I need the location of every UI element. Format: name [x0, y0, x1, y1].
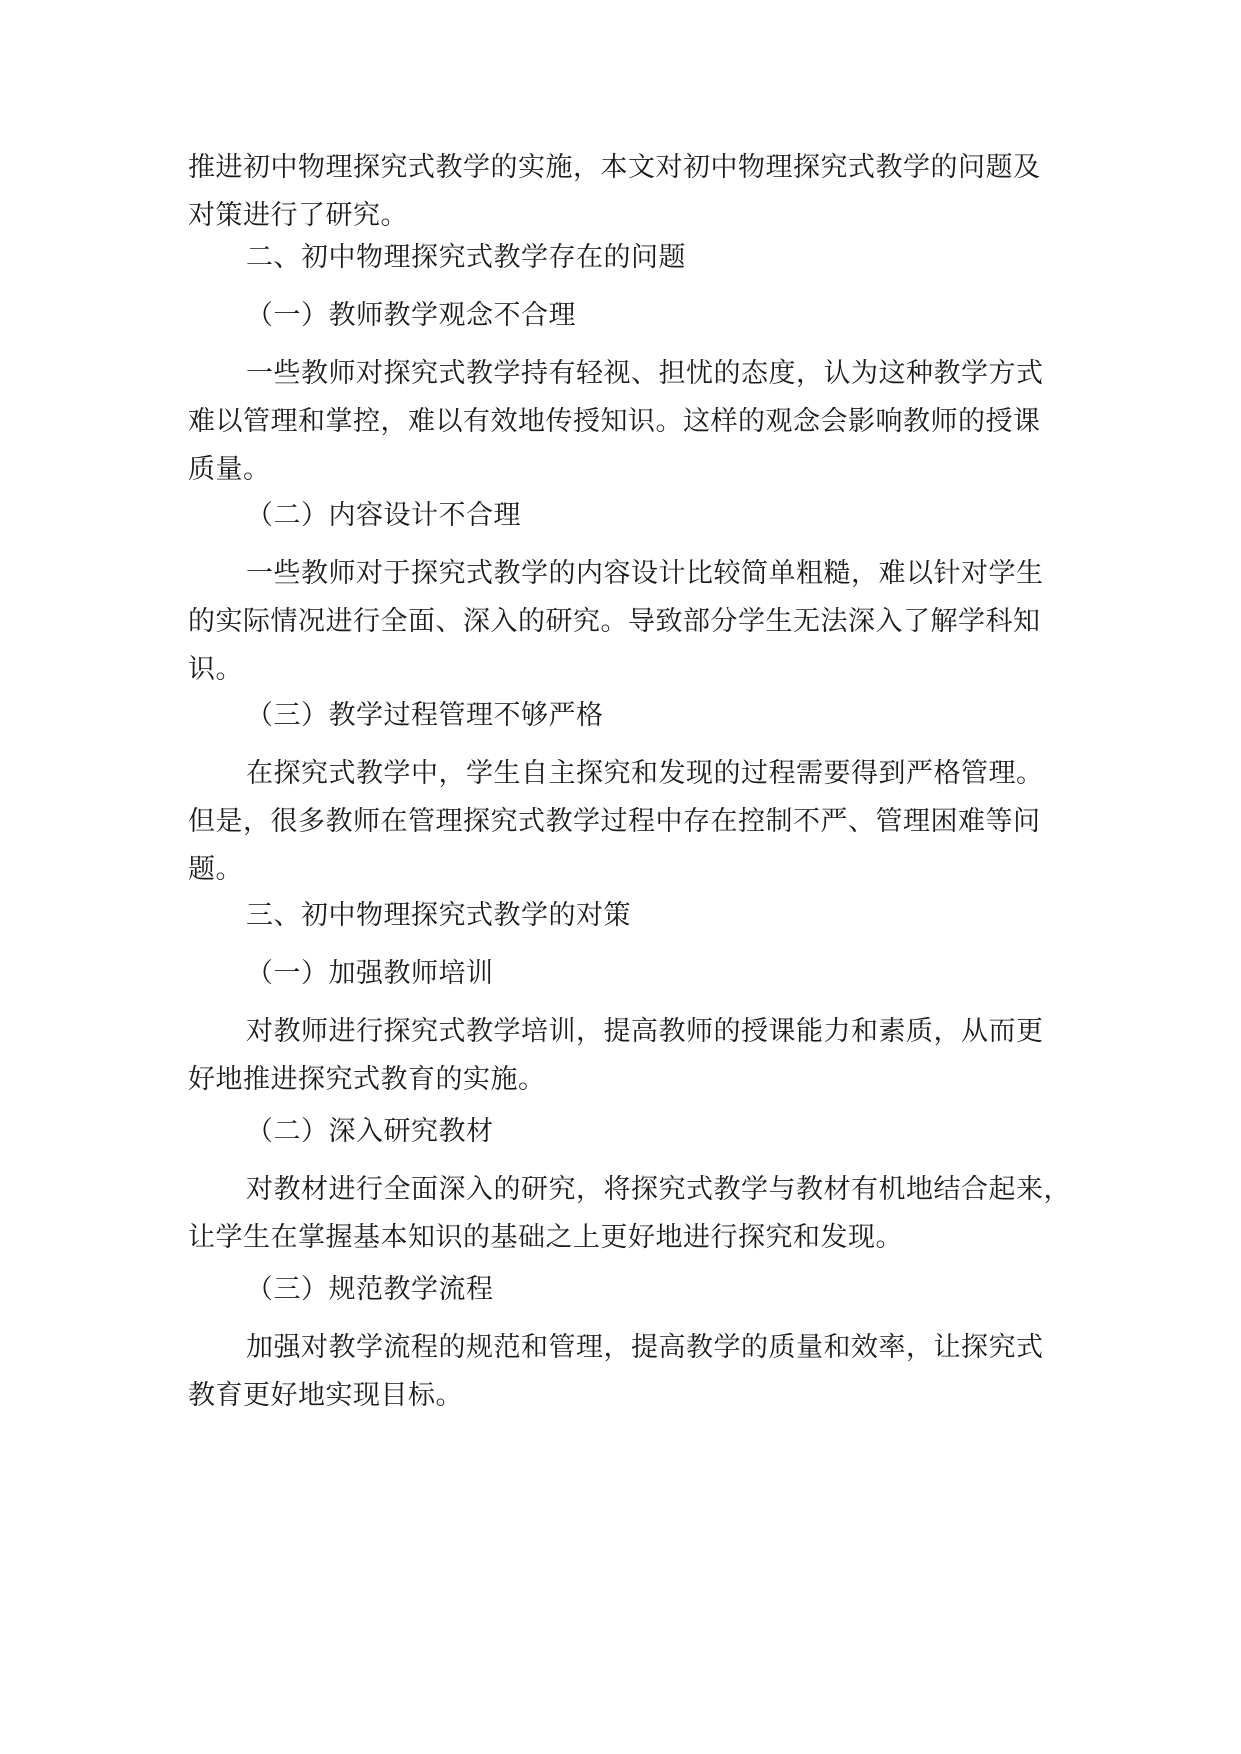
- text-line: 识。: [188, 654, 243, 685]
- subheading-problem-1: [188, 292, 1088, 340]
- heading-text: 二、初中物理探究式教学存在的问题: [246, 242, 686, 273]
- heading-text: （二）深入研究教材: [246, 1116, 494, 1147]
- heading-text: （二）内容设计不合理: [246, 500, 521, 531]
- text-line: 在探究式教学中，学生自主探究和发现的过程需要得到严格管理。: [246, 758, 1044, 789]
- paragraph-solution-2: [188, 1166, 1088, 1262]
- heading-text: （一）加强教师培训: [246, 958, 494, 989]
- text-line: 难以管理和掌控，难以有效地传授知识。这样的观念会影响教师的授课: [188, 406, 1041, 437]
- paragraph-problem-1: [188, 350, 1088, 494]
- text-line: 对教材进行全面深入的研究，将探究式教学与教材有机地结合起来，: [246, 1174, 1071, 1205]
- subheading-solution-3: [188, 1266, 1088, 1314]
- text-line: 的实际情况进行全面、深入的研究。导致部分学生无法深入了解学科知: [188, 606, 1041, 637]
- subheading-problem-3: [188, 692, 1088, 740]
- section-heading-problems: [188, 234, 1088, 282]
- text-line: 一些教师对于探究式教学的内容设计比较简单粗糙，难以针对学生: [246, 558, 1044, 589]
- heading-text: （三）教学过程管理不够严格: [246, 700, 604, 731]
- paragraph-problem-2: [188, 550, 1088, 694]
- heading-text: 三、初中物理探究式教学的对策: [246, 900, 631, 931]
- text-line: 一些教师对探究式教学持有轻视、担忧的态度，认为这种教学方式: [246, 358, 1044, 389]
- heading-text: （三）规范教学流程: [246, 1274, 494, 1305]
- paragraph-problem-3: [188, 750, 1088, 894]
- subheading-solution-2: [188, 1108, 1088, 1156]
- subheading-solution-1: [188, 950, 1088, 998]
- text-line: 推进初中物理探究式教学的实施，本文对初中物理探究式教学的问题及: [188, 152, 1041, 183]
- section-heading-solutions: [188, 892, 1088, 940]
- text-line: 质量。: [188, 454, 271, 485]
- text-line: 对策进行了研究。: [188, 200, 408, 231]
- subheading-problem-2: [188, 492, 1088, 540]
- paragraph-intro: [188, 144, 1088, 240]
- paragraph-solution-3: [188, 1324, 1088, 1420]
- text-line: 让学生在掌握基本知识的基础之上更好地进行探究和发现。: [188, 1222, 903, 1253]
- text-line: 教育更好地实现目标。: [188, 1380, 463, 1411]
- text-line: 加强对教学流程的规范和管理，提高教学的质量和效率，让探究式: [246, 1332, 1044, 1363]
- text-line: 好地推进探究式教育的实施。: [188, 1064, 546, 1095]
- heading-text: （一）教师教学观念不合理: [246, 300, 576, 331]
- text-line: 对教师进行探究式教学培训，提高教师的授课能力和素质，从而更: [246, 1016, 1044, 1047]
- text-line: 但是，很多教师在管理探究式教学过程中存在控制不严、管理困难等问: [188, 806, 1041, 837]
- text-line: 题。: [188, 854, 243, 885]
- paragraph-solution-1: [188, 1008, 1088, 1104]
